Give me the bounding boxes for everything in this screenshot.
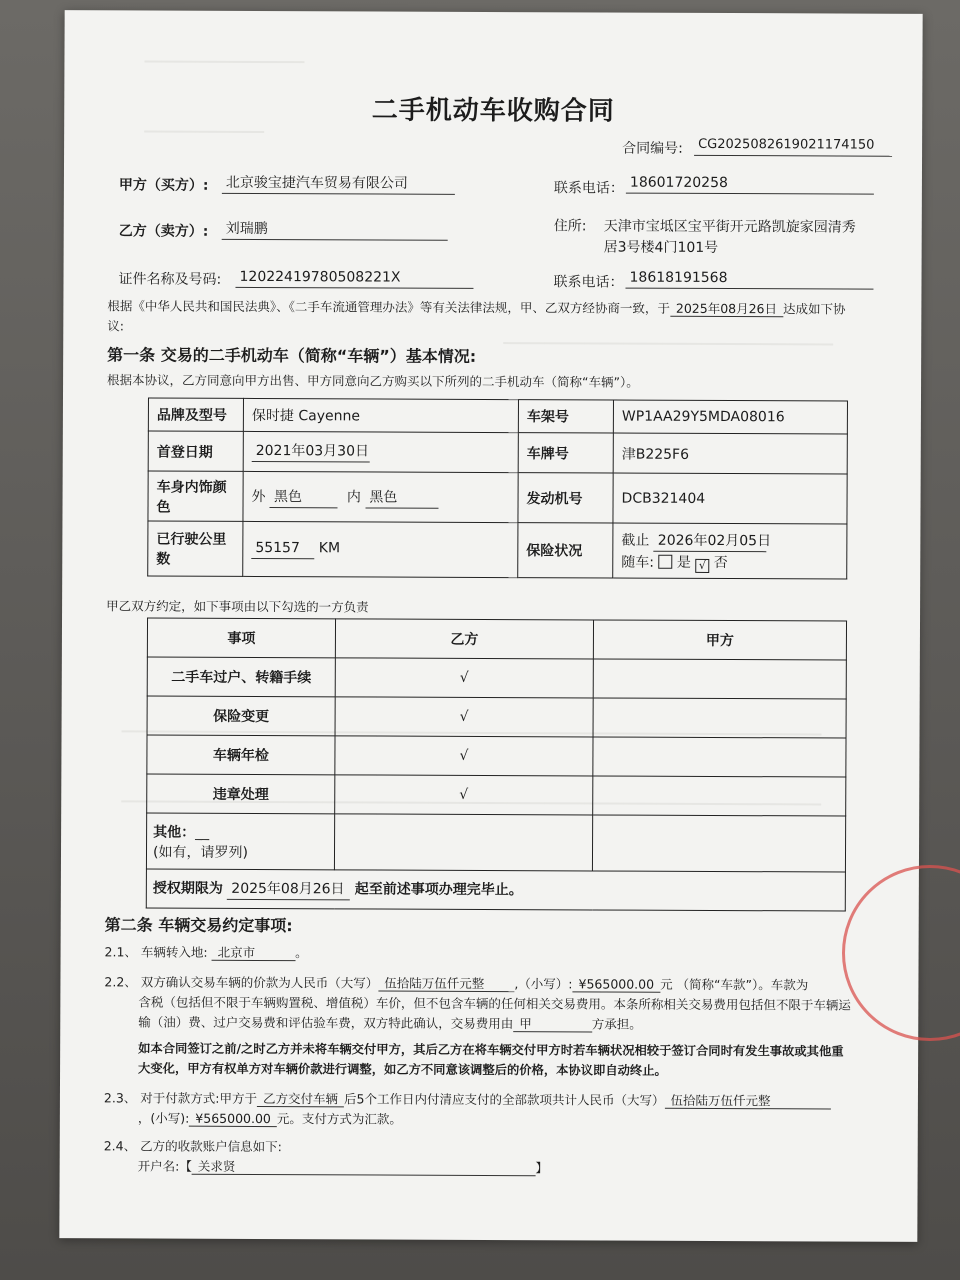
insurance-no-checkbox[interactable]: √ — [695, 558, 709, 572]
show-through-mark — [503, 342, 833, 345]
plate-value: 津B225F6 — [613, 433, 847, 474]
duty-item: 车辆年检 — [147, 735, 335, 775]
party-b-address-label: 住所: — [553, 218, 587, 235]
preamble-date: 2025年08月26日 — [670, 301, 783, 317]
duty-party-a-mark — [593, 737, 846, 777]
party-b-phone: 18618191568 — [625, 269, 873, 290]
exterior-label: 外 — [251, 488, 266, 505]
insurance-label: 保险状况 — [518, 523, 613, 578]
clause-2-1-city: 北京市 — [212, 945, 296, 961]
contract-page — [59, 10, 922, 1242]
vin-label: 车架号 — [518, 400, 613, 433]
bold-notice — [138, 1038, 928, 1081]
table-row — [147, 735, 846, 777]
table-row — [147, 657, 846, 699]
clause-2-3-text-c: ，(小写): — [137, 1110, 190, 1126]
clause-2-3 — [104, 1088, 904, 1131]
first-registration-label: 首登日期 — [148, 431, 243, 471]
col-item-header: 事项 — [147, 618, 335, 658]
mileage-label — [148, 521, 243, 576]
party-a-label: 甲方（买方）: — [118, 177, 209, 194]
engine-value: DCB321404 — [613, 473, 847, 524]
clause-2-1-text: 车辆转入地: — [140, 944, 208, 960]
other-label: 其他： — [153, 824, 196, 841]
clause-2-3-number: 2.3、 — [103, 1090, 137, 1106]
article1-intro: 根据本协议，乙方同意向甲方出售、甲方同意向乙方购买以下所列的二手机动车（简称“车辆”）。 — [107, 372, 639, 390]
table-row — [147, 774, 846, 816]
color-label-line1: 车身内饰颜 — [156, 479, 227, 496]
contract-no-label: 合同编号: — [622, 140, 683, 157]
clause-2-2-line3b: 方承担。 — [591, 1016, 642, 1032]
other-note: (如有，请罗列) — [152, 844, 248, 861]
duty-item: 违章处理 — [147, 774, 335, 814]
payment-lower: ¥565000.00 — [189, 1111, 277, 1127]
duty-party-b-mark: √ — [335, 697, 593, 737]
show-through-mark — [144, 60, 304, 63]
party-b-address-line1: 天津市宝坻区宝平街开元路凯旋家园清秀 — [603, 218, 856, 236]
color-cell — [243, 471, 518, 522]
payment-upper: 伍拾陆万伍仟元整 — [664, 1093, 830, 1110]
bold-notice-line1: 如本合同签订之前/之时乙方并未将车辆交付甲方，其后乙方在将车辆交付甲方时若车辆状况相较于签订合同时有发生事故或其他重 — [138, 1041, 844, 1059]
duties-intro: 甲乙双方约定，如下事项由以下勾选的一方负责 — [106, 598, 369, 615]
authorization-date: 2025年08月26日 — [227, 880, 350, 901]
duty-item: 二手车过户、转籍手续 — [147, 657, 335, 697]
duty-party-b-mark: √ — [335, 775, 593, 815]
mileage-label-line2: 数 — [156, 551, 171, 568]
col-party-b-header: 乙方 — [335, 619, 593, 659]
clause-2-2-text-c: 元 （简称“车款”）。车款为 — [660, 976, 809, 993]
brand-label: 品牌及型号 — [148, 398, 243, 431]
engine-label: 发动机号 — [518, 473, 613, 523]
plate-label: 车牌号 — [518, 433, 613, 473]
clause-2-4-text: 乙方的收款账户信息如下: — [140, 1138, 282, 1155]
price-lower: ¥565000.00 — [572, 976, 660, 992]
clause-2-2-line2: 含税（包括但不限于车辆购置税、增值税）车价，但不包含车辆的任何相关交易费用。本条所称相关交易费用包括但不限于车辆运 — [138, 994, 851, 1013]
preamble-text-3: 议: — [107, 318, 125, 334]
insurance-cell — [613, 523, 847, 579]
clause-2-4 — [104, 1136, 904, 1179]
party-a-phone: 18601720258 — [626, 174, 874, 195]
color-label — [148, 471, 243, 521]
mileage-value: 55157 — [251, 539, 314, 559]
party-b-phone-label: 联系电话： — [553, 274, 624, 291]
authorization-cell — [146, 869, 845, 911]
article2-heading: 第二条 车辆交易约定事项: — [104, 915, 293, 936]
insurance-no-label: 否 — [713, 554, 728, 571]
clause-2-2-number: 2.2、 — [104, 974, 137, 990]
first-registration-cell — [243, 431, 518, 472]
clause-2-1-end: 。 — [295, 945, 308, 961]
authorization-label: 授权期限为 — [152, 880, 223, 897]
party-b-address-line2: 居3号楼4门101号 — [603, 239, 719, 256]
document-title: 二手机动车收购合同 — [371, 95, 615, 127]
exterior-color: 黑色 — [270, 488, 338, 508]
other-party-b — [334, 814, 592, 871]
authorization-suffix: 起至前述事项办理完毕止。 — [354, 881, 523, 899]
insurance-until-date: 2026年02月05日 — [654, 531, 767, 551]
duty-party-b-mark: √ — [335, 658, 593, 698]
insurance-with-car-label: 随车: — [621, 554, 655, 571]
other-cell — [146, 813, 334, 870]
clause-2-2-line3a: 输（油）费、过户交易费和评估验车费，双方特此确认，交易费用由 — [138, 1014, 514, 1032]
interior-label: 内 — [346, 488, 361, 505]
clause-2-3-text-a: 对于付款方式:甲方于 — [140, 1090, 258, 1106]
party-b-name: 刘瑞鹏 — [222, 220, 448, 241]
duty-party-a-mark — [593, 659, 846, 699]
other-party-a — [592, 815, 845, 872]
clause-2-2-text-a: 双方确认交易车辆的价款为人民币（大写） — [140, 974, 379, 991]
duty-item: 保险变更 — [147, 696, 335, 736]
duty-party-b-mark: √ — [335, 736, 593, 776]
account-name-close: 】 — [535, 1160, 548, 1176]
duty-party-a-mark — [593, 776, 846, 816]
show-through-mark — [144, 130, 264, 133]
insurance-yes-label: 是 — [676, 554, 691, 571]
duties-table — [146, 617, 847, 911]
id-number: 12022419780508221X — [235, 268, 473, 289]
mileage-label-line1: 已行驶公里 — [156, 531, 227, 548]
contract-no-value: CG2025082619021174150 — [694, 136, 892, 157]
bold-notice-line2: 大变化，甲方有权单方对车辆价款进行调整，如乙方不同意该调整后的价格，本协议即自动终止。 — [138, 1061, 667, 1078]
duty-party-a-mark — [593, 698, 846, 738]
insurance-yes-checkbox[interactable] — [658, 554, 672, 568]
clause-2-4-number: 2.4、 — [103, 1138, 137, 1154]
clause-2-2-text-b: ,（小写）: — [514, 976, 573, 992]
clause-2-2 — [104, 972, 904, 1035]
table-row — [147, 696, 846, 738]
vehicle-info-table — [147, 398, 848, 580]
preamble-text-1: 根据《中华人民共和国民法典》、《二手车流通管理办法》等有关法律法规，甲、乙双方经协商一致，于 — [107, 298, 670, 316]
col-party-a-header: 甲方 — [593, 620, 846, 660]
vin-value: WP1AA29Y5MDA08016 — [613, 400, 847, 434]
account-name-label: 开户名:【 — [137, 1158, 192, 1174]
payment-condition: 乙方交付车辆 — [257, 1091, 344, 1107]
first-registration-value: 2021年03月30日 — [252, 441, 370, 462]
brand-value: 保时捷 Cayenne — [243, 398, 518, 432]
interior-color: 黑色 — [365, 488, 438, 508]
clause-2-3-text-b: 后5个工作日内付清应支付的全部款项共计人民币（大写） — [344, 1091, 665, 1108]
clause-2-3-text-d: 元。支付方式为汇款。 — [276, 1111, 402, 1127]
color-label-line2: 色 — [156, 499, 171, 516]
mileage-unit: KM — [318, 540, 341, 557]
other-blank: __ — [195, 824, 210, 841]
fee-party: 甲 — [513, 1016, 592, 1032]
mileage-cell — [243, 521, 518, 577]
preamble-text-2: 达成如下协 — [782, 301, 846, 317]
party-b-label: 乙方（卖方）: — [118, 223, 209, 240]
insurance-until-label: 截止 — [621, 532, 650, 549]
party-a-name: 北京骏宝捷汽车贸易有限公司 — [222, 174, 455, 195]
party-a-phone-label: 联系电话： — [553, 180, 624, 197]
article1-heading: 第一条 交易的二手机动车（简称“车辆”）基本情况: — [107, 345, 477, 366]
preamble-paragraph — [107, 296, 897, 339]
id-label: 证件名称及号码: — [118, 271, 222, 288]
clause-2-1 — [105, 942, 308, 963]
clause-2-1-number: 2.1、 — [104, 944, 137, 960]
price-upper: 伍拾陆万伍仟元整 — [378, 976, 514, 993]
account-name: 关求贤 — [192, 1159, 536, 1176]
